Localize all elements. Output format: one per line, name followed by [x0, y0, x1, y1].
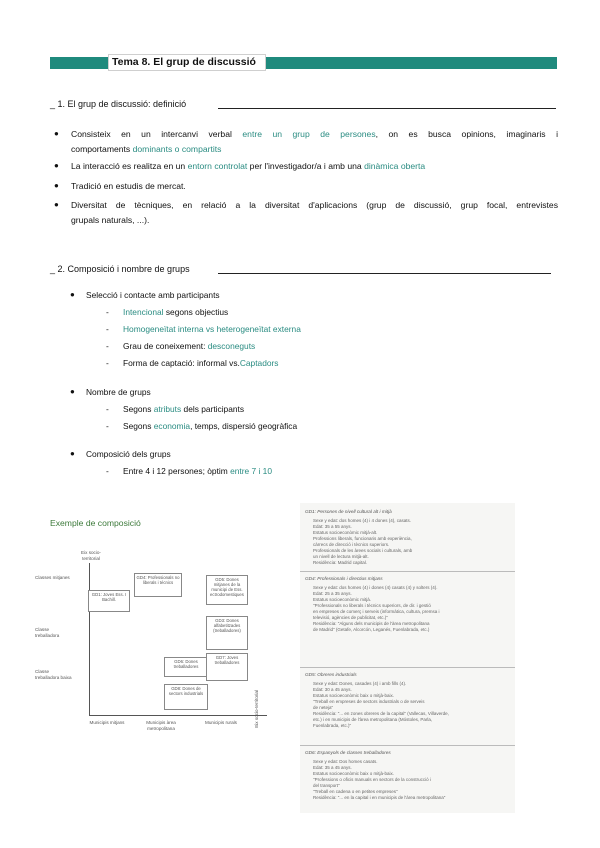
scan-line: Estatus socioeconòmic baix o mitjà-baix. [313, 693, 395, 698]
bullet-text: Tradició en estudis de mercat. [71, 181, 186, 191]
scan-divider [300, 667, 515, 668]
group-box: GD5: Dones mitjanes de la municipi de Ess. ectrodomestiques [206, 575, 248, 605]
scan-line: Edat: 25 a 35 anys. [313, 591, 352, 596]
bullet-text: La interacció es realitza en un [71, 161, 188, 171]
group-box: GD7: Joves treballadores [206, 653, 248, 681]
section1-bullet-2 [0, 159, 600, 174]
composition-diagram [32, 545, 282, 775]
x-level: Municipis àrea metropolitana [146, 720, 176, 731]
dash: - [106, 307, 109, 317]
dash: - [106, 324, 109, 334]
scan-line: Sexe y edat: Dones, casades (4) i amb fills (4). [313, 681, 407, 686]
section1-bullet-1 [0, 127, 600, 157]
list-item: Entre 4 i 12 persones; òptim entre 7 i 10 [123, 466, 272, 476]
bullet-text: grupals naturals, ...). [71, 214, 150, 225]
list-item: Intencional segons objectius [123, 307, 229, 317]
section1-bullet-4 [0, 198, 600, 228]
group-box: GD3: Dones alfabetitzades (treballadores) [206, 616, 248, 650]
scan-divider [300, 745, 515, 746]
bullet-dot: ● [70, 387, 75, 396]
dash: - [106, 358, 109, 368]
scan-line: "Treball en empreses de sectors industrials o de serveis [313, 699, 425, 704]
scan-line: Edat: 35 a 55 anys. [313, 524, 352, 529]
list-item: Segons economia, temps, dispersió geogràfica [123, 421, 298, 431]
bullet-text: Consisteix en un intercanvi verbal [71, 129, 243, 139]
bullet-dot: ● [54, 200, 59, 209]
section2-rule [218, 273, 551, 274]
bullet-dot: ● [54, 161, 59, 170]
scan-line: Sexe y edat: dos homes (4) i dones (4) casats (4) y solters (4). [313, 585, 438, 590]
scan-line: de Madrid" (Getafe, Alcorcón, Leganés, Fuenlabrada, etc.) [313, 627, 430, 632]
page-title: Tema 8. El grup de discussió [108, 54, 266, 71]
dash: - [106, 421, 109, 431]
scan-line: Sexe y edat: Dos homes casats. [313, 759, 378, 764]
scan-divider [300, 571, 515, 572]
dash: - [106, 341, 109, 351]
bullet-highlight: entre un grup de persones [242, 129, 376, 139]
scan-line: etc.) i en municipis de l'àrea metropolitana (Móstoles, Parla, [313, 717, 433, 722]
group-label: Nombre de grups [86, 387, 151, 397]
dash: - [106, 466, 109, 476]
scan-line: en empreses de comerç i serveis (informàtica, cultura, premsa i [313, 609, 440, 614]
x-level: Municipis mitjans [89, 720, 125, 725]
bullet-dot: ● [54, 181, 59, 190]
scan-line: de neteja" [313, 705, 334, 710]
scan-line: "Treball en cadena o en petites empreses" [313, 789, 398, 794]
scan-heading: GD5: Obreres industrials [305, 672, 357, 677]
y-level: Classes mitjanes [35, 575, 70, 580]
section2-heading: _ 2. Composició i nombre de grups [50, 264, 190, 274]
scan-line: Professions liberals, funcionaris amb experiència, [313, 536, 412, 541]
section1-heading: _ 1. El grup de discussió: definició [50, 99, 187, 109]
y-level: Classe treballadora [35, 627, 60, 638]
group-composition [0, 449, 600, 489]
scan-line: Estatus socioeconòmic mitjà-alt. [313, 530, 378, 535]
scan-line: Residència: Madrid capital. [313, 560, 368, 565]
group-label: Composició dels grups [86, 449, 171, 459]
scan-line: Residència: "Alguns dels municipis de l'àrea metropolitana [313, 621, 430, 626]
bullet-dot: ● [70, 290, 75, 299]
x-level: Municipis rurals [205, 720, 237, 725]
scan-line: càrrecs de direcció i tècnics superiors. [313, 542, 390, 547]
scan-line: Estatus socioeconòmic mitjà. [313, 597, 372, 602]
scan-line: Residència: "... en zones obreres de la capital" (Vallecas, Villaverde, [313, 711, 449, 716]
scan-line: televisió, agències de publicitat, etc.)" [313, 615, 388, 620]
scan-heading: GD6: Espanyols de classes treballadores [305, 750, 391, 755]
diagram-title: Exemple de composició [50, 518, 141, 528]
y-axis [89, 563, 90, 715]
list-item: Grau de coneixement: desconeguts [123, 341, 256, 351]
bullet-text: , on es busca opinions, imaginaris i [375, 129, 558, 139]
section1-bullet-3 [0, 179, 600, 194]
scan-heading: GD4: Professionals i directius mitjans [305, 576, 383, 581]
bullet-text: per l'investigador/a i amb una [247, 161, 365, 171]
bullet-text: comportaments [71, 143, 133, 154]
group-label: Selecció i contacte amb participants [86, 290, 220, 300]
scan-line: Sexe y edat: dos homes (4) i 4 dones (4), casats. [313, 518, 412, 523]
scan-line: del transport" [313, 783, 340, 788]
group-box: GD6: Dones treballadores [164, 657, 208, 677]
list-item: Segons atributs dels participants [123, 404, 245, 414]
scan-line: un nivell de lectura mitjà-alt. [313, 554, 369, 559]
bullet-highlight: dominants o compartits [132, 143, 222, 154]
y-level: Classe treballadora baixa [35, 669, 72, 680]
group-box: GD8: Dones de sectors industrials [164, 684, 208, 710]
group-box: GD1: Joves Ess. I Bachill. [88, 590, 130, 612]
group-box: GD4: Professionals no liberals i técnics [134, 573, 182, 597]
bullet-highlight: dinàmica oberta [364, 161, 426, 171]
list-item: Homogeneïtat interna vs heterogeneïtat externa [123, 324, 301, 334]
scan-line: Residència: "... en la capital i en municipis de l'àrea metropolitana" [313, 795, 446, 800]
scan-line: Estatus socioeconòmic baix o mitjà-baix. [313, 771, 395, 776]
bullet-dot: ● [54, 129, 59, 138]
bullet-text: Diversitat de tècniques, en relació a la diversitat d'aplicacions (grup de discussió, grup focal, entrevistes [71, 200, 558, 210]
bullet-highlight: entorn controlat [187, 161, 248, 171]
x-axis [89, 715, 267, 716]
scan-heading: GD1: Persones de nivell cultural alt i mitjà [305, 509, 392, 514]
scan-line: "Professionals no liberals i tècnics superiors, de dir. i gestió [313, 603, 431, 608]
x-axis-label: Eix socio-territorial [254, 690, 259, 728]
scan-line: Edat: 35 a 45 anys. [313, 765, 352, 770]
group-selection [0, 290, 600, 380]
section1-rule [218, 108, 556, 109]
scan-line: Edat: 30 a 45 anys. [313, 687, 352, 692]
y-axis-label: Eix socio-territorial [81, 550, 101, 561]
scan-line: "Professions o oficis manuals en sectors de la construcció i [313, 777, 431, 782]
scan-line: Professionals de les àrees socials i culturals, amb [313, 548, 413, 553]
bullet-dot: ● [70, 449, 75, 458]
group-number [0, 387, 600, 437]
list-item: Forma de captació: informal vs.Captadors [123, 358, 279, 368]
dash: - [106, 404, 109, 414]
scan-line: Fuenlabrada, etc.)" [313, 723, 352, 728]
